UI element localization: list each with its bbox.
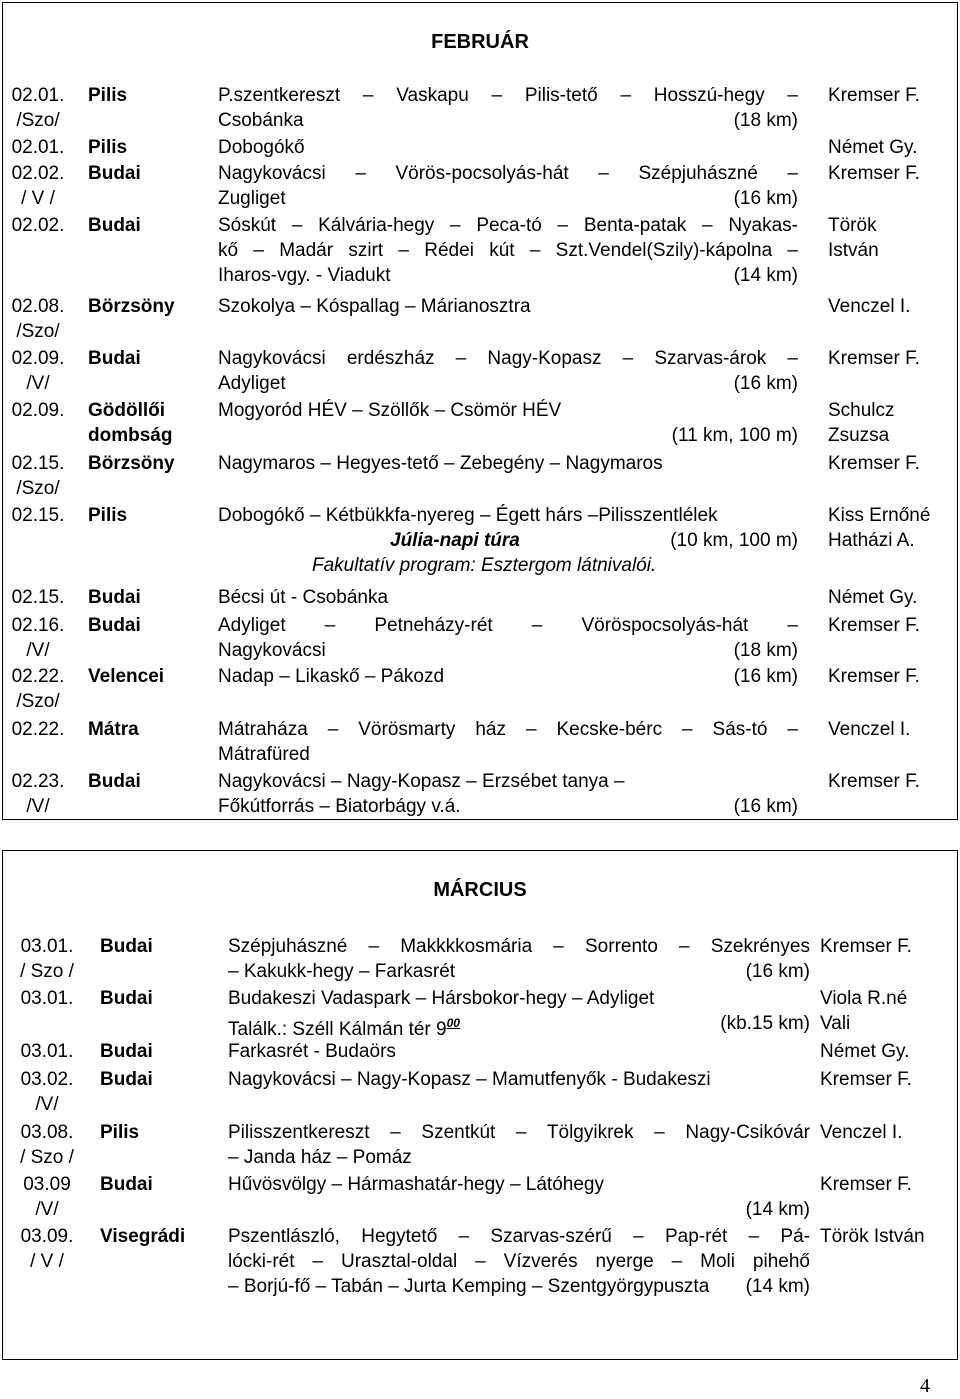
region-cell bbox=[100, 934, 153, 959]
route-line bbox=[218, 664, 798, 689]
route-cell bbox=[228, 1039, 810, 1064]
date-line: 02.15. bbox=[11, 587, 65, 608]
route-cell bbox=[218, 769, 798, 819]
leader-cell bbox=[828, 83, 920, 108]
route-cell bbox=[218, 213, 798, 288]
route-text: Mogyoród HÉV – Szöllők – Csömör HÉV bbox=[218, 400, 562, 421]
region-cell bbox=[100, 986, 153, 1011]
leader-line: Kremser F. bbox=[828, 615, 920, 636]
date-line: / Szo / bbox=[20, 1147, 74, 1168]
region-line: Pilis bbox=[100, 1122, 140, 1143]
date-cell bbox=[8, 613, 68, 663]
route-text: – Borjú-fő – Tabán – Jurta Kemping – Szentgyörgypuszta bbox=[228, 1276, 710, 1297]
distance: (14 km) bbox=[745, 1199, 810, 1220]
distance: (14 km) bbox=[733, 265, 798, 286]
region-line: Velencei bbox=[88, 666, 165, 687]
route-line: Dobogókő – Kétbükkfa-nyereg – Égett hárs –Pilisszentlélek bbox=[218, 505, 718, 526]
date-line: /Szo/ bbox=[16, 478, 60, 499]
date-cell bbox=[8, 503, 68, 528]
route-text: Nagykovácsi bbox=[218, 640, 326, 661]
route-cell bbox=[218, 83, 798, 133]
date-line: 03.09. bbox=[20, 1226, 74, 1247]
region-line: Budai bbox=[100, 1174, 153, 1195]
distance: (16 km) bbox=[733, 188, 798, 209]
date-cell bbox=[8, 398, 68, 423]
leader-cell bbox=[828, 398, 895, 448]
leader-line: Német Gy. bbox=[828, 137, 918, 158]
route-line: Mátraháza – Vörösmarty ház – Kecske-bérc – Sás-tó – bbox=[218, 719, 798, 740]
leader-cell bbox=[828, 717, 910, 742]
distance: (16 km) bbox=[733, 373, 798, 394]
region-cell bbox=[88, 613, 141, 638]
leader-line: Kremser F. bbox=[820, 1174, 912, 1195]
region-cell bbox=[100, 1067, 153, 1092]
date-cell bbox=[8, 1120, 86, 1170]
leader-line: Német Gy. bbox=[820, 1041, 910, 1062]
route-line bbox=[218, 638, 798, 663]
leader-line: Kiss Ernőné bbox=[828, 505, 931, 526]
leader-cell bbox=[828, 769, 920, 794]
region-line: Budai bbox=[100, 1041, 153, 1062]
region-cell bbox=[88, 585, 141, 610]
leader-line: Török bbox=[828, 215, 877, 236]
route-line bbox=[228, 959, 810, 984]
route-line: Bécsi út - Csobánka bbox=[218, 587, 389, 608]
date-cell bbox=[8, 986, 86, 1011]
date-line: 02.16. bbox=[11, 615, 65, 636]
route-line: Budakeszi Vadaspark – Hársbokor-hegy – Adyliget bbox=[228, 988, 655, 1009]
route-line: Szépjuhászné – Makkkkosmária – Sorrento – Szekrényes bbox=[228, 936, 810, 957]
region-cell bbox=[88, 451, 175, 476]
route-line bbox=[228, 1274, 810, 1299]
region-line: dombság bbox=[88, 425, 173, 446]
date-cell bbox=[8, 585, 68, 610]
date-line: / V / bbox=[21, 188, 55, 209]
leader-line: Kremser F. bbox=[828, 771, 920, 792]
date-line: 02.02. bbox=[11, 215, 65, 236]
date-cell bbox=[8, 161, 68, 211]
leader-line: Viola R.né bbox=[820, 988, 908, 1009]
region-line: Börzsöny bbox=[88, 296, 175, 317]
region-line: Pilis bbox=[88, 85, 128, 106]
route-line: lócki-rét – Urasztal-oldal – Vízverés nyerge – Moli pihehő bbox=[228, 1251, 810, 1272]
route-cell bbox=[228, 1120, 810, 1170]
date-cell bbox=[8, 934, 86, 984]
leader-cell bbox=[820, 1067, 912, 1092]
leader-cell bbox=[820, 1120, 902, 1145]
date-line: /V/ bbox=[26, 640, 50, 661]
date-line: / V / bbox=[30, 1251, 64, 1272]
distance: (16 km) bbox=[733, 666, 798, 687]
route-text: Iharos-vgy. - Viadukt bbox=[218, 265, 391, 286]
leader-line: Hatházi A. bbox=[828, 530, 915, 551]
date-line: /V/ bbox=[35, 1094, 59, 1115]
route-cell bbox=[218, 161, 798, 211]
distance: (18 km) bbox=[733, 640, 798, 661]
route-line: Szokolya – Kóspallag – Márianosztra bbox=[218, 296, 531, 317]
meeting-point: Találk.: Széll Kálmán tér $9^{00}$ bbox=[228, 1016, 460, 1040]
date-line: 03.09 bbox=[23, 1174, 71, 1195]
route-cell bbox=[218, 135, 798, 160]
leader-cell bbox=[828, 585, 917, 610]
date-line: 02.09. bbox=[11, 348, 65, 369]
route-text: – Kakukk-hegy – Farkasrét bbox=[228, 961, 456, 982]
leader-line: Vali bbox=[820, 1013, 851, 1034]
date-line: /Szo/ bbox=[16, 691, 60, 712]
region-cell bbox=[88, 664, 164, 689]
meeting-time: 00 bbox=[446, 1016, 460, 1030]
date-line: 02.22. bbox=[11, 719, 65, 740]
route-line bbox=[218, 186, 798, 211]
date-line: 03.01. bbox=[20, 1041, 74, 1062]
page-number: 4 bbox=[920, 1375, 930, 1397]
distance-line bbox=[228, 1197, 810, 1222]
leader-line: Kremser F. bbox=[828, 348, 920, 369]
route-line: Nagykovácsi – Nagy-Kopasz – Erzsébet tanya – bbox=[218, 771, 625, 792]
date-line: /V/ bbox=[26, 373, 50, 394]
date-cell bbox=[8, 1067, 86, 1117]
date-cell bbox=[8, 83, 68, 133]
route-line bbox=[218, 263, 798, 288]
leader-line: Venczel I. bbox=[828, 719, 911, 740]
region-line: Pilis bbox=[88, 505, 128, 526]
route-cell bbox=[218, 585, 798, 610]
leader-cell bbox=[820, 1172, 912, 1197]
route-line: Dobogókő bbox=[218, 137, 305, 158]
route-cell bbox=[228, 934, 810, 984]
leader-line: Német Gy. bbox=[828, 587, 918, 608]
date-line: 03.08. bbox=[20, 1122, 74, 1143]
region-line: Budai bbox=[88, 615, 141, 636]
date-line: 03.01. bbox=[20, 988, 74, 1009]
region-line: Visegrádi bbox=[100, 1226, 186, 1247]
note: Fakultatív program: Esztergom látnivalói. bbox=[312, 555, 657, 576]
special-line bbox=[218, 528, 798, 553]
route-text: Főkútforrás – Biatorbágy v.á. bbox=[218, 796, 461, 817]
leader-cell bbox=[828, 213, 879, 263]
region-line: Gödöllői bbox=[88, 400, 166, 421]
route-line bbox=[218, 794, 798, 819]
distance: (16 km) bbox=[733, 796, 798, 817]
region-line: Budai bbox=[100, 936, 153, 957]
region-line: Budai bbox=[88, 771, 141, 792]
route-text: Nadap – Likaskő – Pákozd bbox=[218, 666, 445, 687]
leader-line: Török István bbox=[820, 1226, 925, 1247]
route-cell bbox=[218, 717, 798, 767]
leader-cell bbox=[828, 135, 917, 160]
distance: (16 km) bbox=[745, 961, 810, 982]
date-line: 03.02. bbox=[20, 1069, 74, 1090]
region-line: Budai bbox=[88, 163, 141, 184]
leader-line: Schulcz bbox=[828, 400, 895, 421]
region-line: Budai bbox=[100, 1069, 153, 1090]
date-cell bbox=[8, 664, 68, 714]
route-cell bbox=[228, 1224, 810, 1299]
leader-cell bbox=[828, 451, 920, 476]
date-cell bbox=[8, 769, 68, 819]
region-cell bbox=[88, 769, 141, 794]
region-cell bbox=[100, 1224, 185, 1249]
route-cell bbox=[218, 503, 798, 578]
region-cell bbox=[100, 1039, 153, 1064]
region-line: Budai bbox=[88, 215, 141, 236]
distance: (11 km, 100 m) bbox=[671, 425, 798, 446]
date-cell bbox=[8, 1039, 86, 1064]
leader-cell bbox=[820, 1039, 909, 1064]
date-line: 02.08. bbox=[11, 296, 65, 317]
route-line: Nagymaros – Hegyes-tető – Zebegény – Nagymaros bbox=[218, 453, 663, 474]
region-line: Börzsöny bbox=[88, 453, 175, 474]
route-line: kő – Madár szirt – Rédei kút – Szt.Vendel(Szily)-kápolna – bbox=[218, 240, 798, 261]
leader-cell bbox=[828, 161, 920, 186]
leader-line: Zsuzsa bbox=[828, 425, 890, 446]
route-cell bbox=[228, 1067, 810, 1092]
date-line: 02.02. bbox=[11, 163, 65, 184]
date-line: 03.01. bbox=[20, 936, 74, 957]
route-cell bbox=[218, 613, 798, 663]
leader-cell bbox=[828, 664, 920, 689]
meeting-line bbox=[228, 1011, 810, 1042]
date-line: /V/ bbox=[26, 796, 50, 817]
route-cell bbox=[218, 294, 798, 319]
route-line bbox=[218, 371, 798, 396]
february-title: FEBRUÁR bbox=[431, 31, 529, 53]
date-cell bbox=[8, 135, 68, 160]
region-cell bbox=[100, 1120, 139, 1145]
route-line: Nagykovácsi – Vörös-pocsolyás-hát – Szépjuhászné – bbox=[218, 163, 798, 184]
date-line: 02.23. bbox=[11, 771, 65, 792]
route-cell bbox=[218, 451, 798, 476]
leader-line: Kremser F. bbox=[828, 163, 920, 184]
date-line: 02.15. bbox=[11, 453, 65, 474]
leader-line: Venczel I. bbox=[820, 1122, 903, 1143]
leader-cell bbox=[828, 613, 920, 638]
march-title: MÁRCIUS bbox=[433, 879, 527, 901]
date-cell bbox=[8, 213, 68, 238]
leader-line: Kremser F. bbox=[828, 85, 920, 106]
route-line bbox=[218, 108, 798, 133]
date-line: /Szo/ bbox=[16, 110, 60, 131]
route-text: Hűvösvölgy – Hármashatár-hegy – Látóhegy bbox=[228, 1174, 604, 1195]
leader-cell bbox=[820, 934, 912, 959]
route-line: Sóskút – Kálvária-hegy – Peca-tó – Benta-patak – Nyakas- bbox=[218, 215, 798, 236]
route-cell bbox=[218, 398, 798, 448]
date-line: /V/ bbox=[35, 1199, 59, 1220]
leader-line: Venczel I. bbox=[828, 296, 911, 317]
date-line: 02.09. bbox=[11, 400, 65, 421]
date-line: / Szo / bbox=[20, 961, 74, 982]
region-cell bbox=[88, 503, 127, 528]
event-name: Júlia-napi túra bbox=[390, 530, 520, 551]
route-line bbox=[218, 398, 798, 423]
region-cell bbox=[88, 398, 172, 448]
leader-line: Kremser F. bbox=[828, 453, 920, 474]
route-line: Nagykovácsi erdészház – Nagy-Kopasz – Szarvas-árok – bbox=[218, 348, 798, 369]
region-line: Budai bbox=[100, 988, 153, 1009]
date-cell bbox=[8, 294, 68, 344]
date-line: 02.01. bbox=[11, 85, 65, 106]
region-cell bbox=[100, 1172, 153, 1197]
leader-cell bbox=[820, 986, 907, 1036]
route-line: Mátrafüred bbox=[218, 744, 310, 765]
region-cell bbox=[88, 717, 139, 742]
date-line: /Szo/ bbox=[16, 321, 60, 342]
leader-line: Kremser F. bbox=[820, 936, 912, 957]
region-cell bbox=[88, 135, 127, 160]
leader-line: Kremser F. bbox=[828, 666, 920, 687]
distance: (14 km) bbox=[745, 1276, 810, 1297]
leader-cell bbox=[828, 294, 910, 319]
region-cell bbox=[88, 161, 141, 186]
date-cell bbox=[8, 717, 68, 742]
route-cell bbox=[228, 986, 810, 1042]
date-line: 02.22. bbox=[11, 666, 65, 687]
region-line: Budai bbox=[88, 587, 141, 608]
leader-cell bbox=[828, 503, 930, 553]
distance: (kb.15 km) bbox=[720, 1013, 810, 1034]
route-text: Adyliget bbox=[218, 373, 286, 394]
route-line: Farkasrét - Budaörs bbox=[228, 1041, 396, 1062]
region-line: Mátra bbox=[88, 719, 139, 740]
region-cell bbox=[88, 213, 141, 238]
date-cell bbox=[8, 1172, 86, 1222]
region-cell bbox=[88, 294, 175, 319]
region-cell bbox=[88, 346, 141, 371]
distance: (10 km, 100 m) bbox=[670, 530, 798, 551]
route-line: Pszentlászló, Hegytető – Szarvas-szérű – Pap-rét – Pá- bbox=[228, 1226, 810, 1247]
leader-cell bbox=[820, 1224, 925, 1249]
route-line bbox=[228, 1172, 810, 1197]
date-cell bbox=[8, 1224, 86, 1274]
region-cell bbox=[88, 83, 127, 108]
route-cell bbox=[228, 1172, 810, 1222]
route-line: – Janda ház – Pomáz bbox=[228, 1147, 412, 1168]
region-line: Budai bbox=[88, 348, 141, 369]
route-line: P.szentkereszt – Vaskapu – Pilis-tető – Hosszú-hegy – bbox=[218, 85, 798, 106]
route-text: Csobánka bbox=[218, 110, 304, 131]
route-line: Nagykovácsi – Nagy-Kopasz – Mamutfenyők - Budakeszi bbox=[228, 1069, 711, 1090]
leader-cell bbox=[828, 346, 920, 371]
distance: (18 km) bbox=[733, 110, 798, 131]
region-line: Pilis bbox=[88, 137, 128, 158]
date-cell bbox=[8, 451, 68, 501]
route-cell bbox=[218, 346, 798, 396]
leader-line: Kremser F. bbox=[820, 1069, 912, 1090]
route-line: Adyliget – Petneházy-rét – Vöröspocsolyás-hát – bbox=[218, 615, 798, 636]
date-line: 02.15. bbox=[11, 505, 65, 526]
date-cell bbox=[8, 346, 68, 396]
route-cell bbox=[218, 664, 798, 689]
route-line: Pilisszentkereszt – Szentkút – Tölgyikrek – Nagy-Csikóvár bbox=[228, 1122, 810, 1143]
distance-line bbox=[218, 423, 798, 448]
route-text: Zugliget bbox=[218, 188, 286, 209]
date-line: 02.01. bbox=[11, 137, 65, 158]
leader-line: István bbox=[828, 240, 879, 261]
